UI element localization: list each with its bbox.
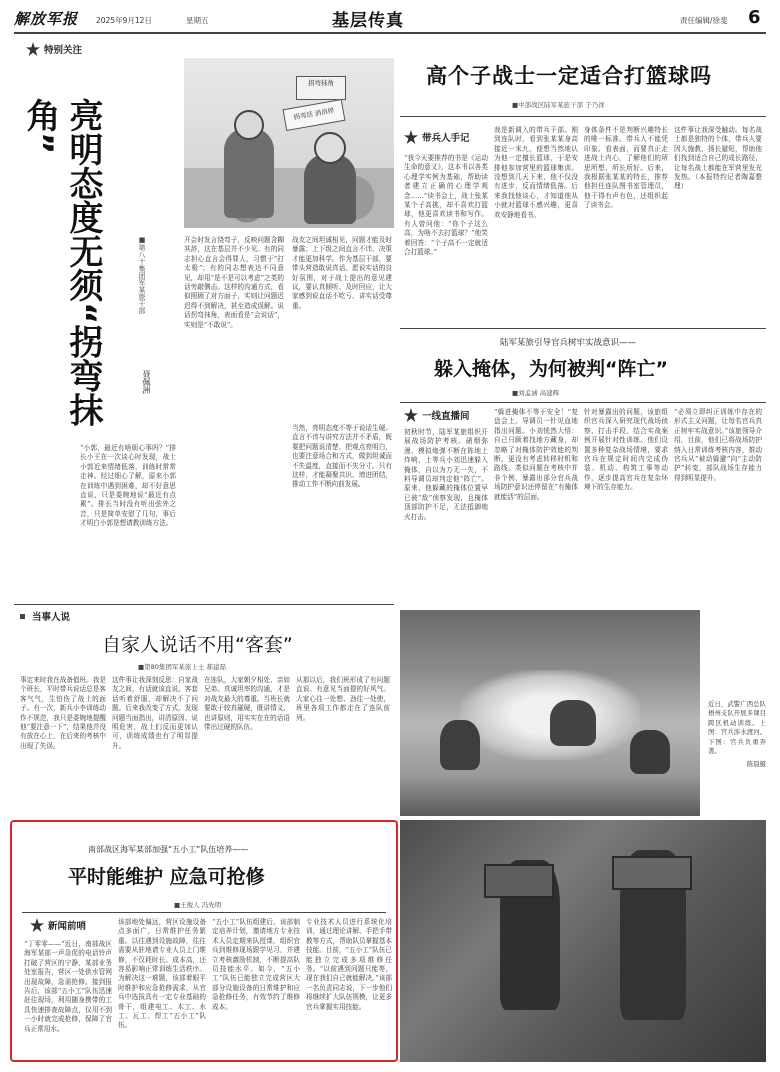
page-number: 6 bbox=[748, 7, 761, 28]
cartoon-soldier-left-head bbox=[234, 110, 264, 140]
masthead-logo: 解放军报 bbox=[14, 10, 79, 28]
masthead bbox=[14, 6, 766, 34]
photo-caption: 近日，武警广西总队梧州支队开展多课目跨区机动训练。上图：官兵涉水渡河。下图：官兵负重奔袭。 陈晨摄 bbox=[708, 700, 766, 769]
editor-credit: 责任编辑/徐斐 bbox=[680, 16, 728, 25]
own-people-headline: 自家人说话不用“客套” bbox=[102, 634, 293, 656]
hide-cover-col-3: 针对暴露出的问题，该旅组织官兵深入研究现代战场侦察、打击手段，结合实战案例开展针对性训练。他们设置多种复杂战场情境，要求官兵在规定时间内完成伪装、机动、构筑工事等动作，逐步提高官兵在复杂环境下的生存能力。 bbox=[584, 408, 668, 492]
cartoon-illustration bbox=[184, 58, 394, 228]
hide-cover-col-2: “躲进掩体不等于安全！”复盘会上，导调员一针见血地指出问题。小刘恍然大悟：自己只顾着找地方藏身，却忽略了对掩体防护效能的判断，更没有考虑转移时机和路线。类似问题在考核中并非个例，暴露出部分官兵战场防护意识还停留在“有掩体就能活”的层面。 bbox=[494, 408, 578, 501]
navy-col-2: 该部地处偏远，营区设施设备点多面广，日常维护任务繁重。以往遇到设施故障，往往需要从驻地请专业人员上门维修，不仅耗时长、成本高，还容易影响正常训练生活秩序。为解决这一难题，该部着眼平时维护和应急抢修需求，从官兵中选拔具有一定专业基础的骨干，组建电工、木工、水工、瓦工、焊工“五小工”队伍。 bbox=[118, 918, 206, 1030]
basketball-tag: 带兵人手记 bbox=[404, 130, 470, 144]
cartoon-soldier-right bbox=[304, 154, 356, 224]
cartoon-soldier-right-head bbox=[314, 132, 346, 164]
basketball-col-3: 身体条件不是判断兴趣特长的唯一标准。带兵人不能凭印象、看表面，而要真正走进战士内心，了解他们的所思所想、所长所好。后来，我根据张某某的特长，推荐他担任连队图书室管理员，他干得有声有色，还组织起了读书会。 bbox=[584, 126, 668, 210]
special-focus-col-1: “小郭，最近有啥烦心事吗？”排长小王在一次谈心时发现，战士小郭近来情绪低落，训练时常常走神。经过细心了解，原来小郭在训练中遇到困难，却不好意思直说，只是委婉地说“最近有点累”。排长当时没有听出弦外之音，只是简单安慰了几句，事后才明白小郭是想请教训练方法。 bbox=[80, 444, 176, 528]
hide-cover-kicker: 陆军某旅引导官兵树牢实战意识—— bbox=[500, 338, 637, 348]
photo-box-1 bbox=[484, 864, 554, 898]
basketball-headline: 高个子战士一定适合打篮球吗 bbox=[426, 64, 712, 88]
special-focus-byline-author: 聂佩洲 bbox=[142, 370, 151, 394]
navy-byline: ■王俊人 冯先明 bbox=[174, 901, 222, 909]
navy-headline: 平时能维护 应急可抢修 bbox=[68, 866, 265, 888]
navy-article bbox=[10, 820, 398, 1062]
special-focus-headline: 亮明态度无须“拐弯抹角” bbox=[20, 98, 103, 427]
own-people-col-3: 在连队，大家朝夕相处、亲如兄弟。真诚坦率的沟通，才是对战友最大的尊重。当班长就要敢于较真碰硬，既讲情义，也讲原则，用实实在在的话语带出过硬的队伍。 bbox=[204, 676, 290, 732]
own-people-col-1: 事定来时我在战备值班。我是个班长，平时带兵说话总是客客气气，生怕伤了战士的面子。有一次，新兵小李训练动作不规范，我只是委婉地提醒他“要注意一下”，结果他并没有放在心上，在后来的考核中出现了失误。 bbox=[20, 676, 106, 750]
hide-cover-tag: 一线直播间 bbox=[404, 408, 470, 422]
own-people-col-4: 从那以后，我们班形成了有问题直说、有意见当面提的好风气。大家心往一处想、劲往一处使，班里各项工作都走在了连队前列。 bbox=[296, 676, 390, 722]
basketball-byline: ■中部战区陆军某旅干部 于乃祥 bbox=[512, 101, 605, 109]
hide-cover-col-1: 初秋时节，陆军某旅组织开展战场防护考核。硝烟弥漫、模拟炮弹不断在阵地上炸响，上等兵小刘迅速躲入掩体，自以为万无一失，不料导调员却判定他“阵亡”。原来，他躲藏的掩体位置早已被“敌”侦察发现，且掩体顶部防护不足，无法抵御炮火打击。 bbox=[404, 428, 488, 521]
photo-soldier-1 bbox=[440, 720, 480, 770]
special-focus-byline-unit: ■第八十集团军某旅干部 bbox=[138, 236, 146, 314]
navy-col-4: 专业技术人员进行系统化培训，通过理论讲解、手把手带教等方式，帮助队员掌握基本技能。目前，“五小工”队伍已能独立完成多项维修任务。“以前遇到问题只能等，现在我们自己就能解决。”该部一名负责同志说，下一步他们将继续扩大队伍规模，让更多官兵掌握实用技能。 bbox=[306, 918, 392, 1011]
special-focus-article bbox=[14, 40, 394, 600]
cartoon-soldier-left bbox=[224, 128, 274, 218]
special-focus-col-2: 开会时发言绕弯子，反映问题含糊其辞，这在基层并不少见。有的同志担心直言会得罪人，习惯于“打太极”；有的同志想表达不同意见，却用“是不是可以考虑”之类的话旁敲侧击。这样的沟通方式，看似照顾了对方面子，实则让问题迟迟得不到解决，甚至造成误解。说话拐弯抹角，表面看是“会说话”，实则是“不敢说”。 bbox=[184, 236, 284, 329]
basketball-col-4: 这件事让我深受触动。每名战士都是独特的个体，带兵人要因人施教、扬长避短，帮助他们找到适合自己的成长路径，让每名战士都能在军营里发光发热。（本报特约记者陶嘉整理） bbox=[674, 126, 762, 191]
own-people-tag: 当事人说 bbox=[20, 609, 70, 623]
star-icon bbox=[404, 408, 418, 422]
photo-credit: 陈晨摄 bbox=[746, 760, 766, 769]
photo-load-march bbox=[400, 820, 766, 1062]
hide-cover-col-4: “必须立即纠正训练中存在的形式主义问题，让每名官兵真正树牢实战意识。”该旅领导介绍，目前，他们已将战场防护纳入日常训练考核内容，推动官兵从“被动躲避”向“主动防护”转变，部队战场生存能力得到明显提升。 bbox=[674, 408, 762, 482]
navy-tag: 新闻前哨 bbox=[30, 918, 86, 932]
cartoon-sign-2: 拐弯话 消消停 bbox=[283, 99, 346, 131]
special-focus-col-3: 战友之间坦诚相见，问题才能及时暴露；上下级之间直言不讳，决策才能更加科学。作为基层干部，要带头营造敢说真话、愿说实话的良好氛围，对于战士提出的意见建议，要认真倾听、及时回应，让大家感到说直话不吃亏、讲实话受尊重。 bbox=[292, 236, 392, 310]
photo-soldier-3 bbox=[630, 730, 670, 774]
basketball-article bbox=[400, 40, 766, 320]
basketball-col-1: “我今天要推荐的书是《运动生命的意义》，这本书以各类心理学实例为基础，帮助读者建立正确的心理学观念……”读书会上，战士张某某个子高挑，却不喜欢打篮球，他更喜欢读书和写作。有人曾问他：“你个子这么高，为啥不去打篮球？”他笑着回答：“个子高不一定就适合打篮球。” bbox=[404, 154, 488, 257]
basketball-col-2: 我是新调入的带兵干部。刚到连队时，看到张某某身高接近一米九，便想当然地认为他一定擅长篮球，于是安排他参加营里的篮球集训。没想到几天下来，他不仅没有进步，反而情绪低落。后来我找他谈心，才知道他从小就对篮球不感兴趣，更喜欢安静地看书。 bbox=[494, 126, 578, 219]
photo-river-crossing bbox=[400, 610, 700, 816]
masthead-weekday: 星期五 bbox=[186, 16, 209, 25]
cartoon-sign-1: 拐弯抹角 bbox=[296, 76, 346, 100]
special-focus-col-4: 当然，亮明态度不等于说话生硬。直言不讳与讲究方法并不矛盾，既要把问题说清楚、把观点亮明白，也要注意场合和方式，做到坦诚而不失温度，直接而不失分寸。只有这样，才能凝聚共识、增进团结，推动工作不断向前发展。 bbox=[292, 424, 392, 489]
square-bullet-icon bbox=[20, 614, 25, 619]
star-icon bbox=[30, 918, 44, 932]
hide-cover-article bbox=[400, 328, 766, 604]
masthead-date: 2025年9月12日 bbox=[96, 16, 152, 25]
hide-cover-byline: ■刘孟涵 高建辉 bbox=[512, 389, 560, 397]
section-title: 基层传真 bbox=[332, 11, 404, 31]
hide-cover-headline: 躲入掩体，为何被判“阵亡” bbox=[434, 358, 668, 380]
special-focus-tag: 特别关注 bbox=[26, 42, 82, 56]
star-icon bbox=[404, 130, 418, 144]
own-people-article bbox=[14, 604, 394, 814]
own-people-col-2: 这件事让我深刻反思：自家战友之间，有话就该直说。客套话听着舒服，却解决不了问题。后来我改变了方式，发现问题当面指出，讲清原因、说明危害，战士们反而更加认可，训练成绩也有了明显提升。 bbox=[112, 676, 198, 750]
navy-kicker: 南部战区海军某部加强“五小工”队伍培养—— bbox=[88, 845, 249, 854]
star-icon bbox=[26, 42, 40, 56]
photo-soldier-2 bbox=[550, 700, 596, 746]
own-people-byline: ■第80集团军某旅上士 郝建磊 bbox=[138, 663, 226, 671]
navy-col-1: “丁零零——”近日，南部战区海军某部一声急促的电话铃声打破了营区的宁静，某部业务处室报告，营区一处供水管网出现故障，急需抢修。接到报告后，该部“五小工”队伍迅速赶往现场，利用随身携带的工具快速排查故障点，仅用不到一小时就完成抢修，保障了官兵正常用水。 bbox=[24, 940, 112, 1033]
cartoon-bush bbox=[184, 168, 394, 228]
photo-box-2 bbox=[612, 856, 692, 890]
navy-col-3: “五小工”队伍组建后，该部制定培养计划，邀请地方专业技术人员定期来队授课，组织官兵到维修现场跟学见习，并建立考核激励机制，不断提高队员技能水平。如今，“五小工”队伍已能独立完成营区大部分设施设备的日常维护和应急抢修任务，有效节约了维修成本。 bbox=[212, 918, 300, 1011]
